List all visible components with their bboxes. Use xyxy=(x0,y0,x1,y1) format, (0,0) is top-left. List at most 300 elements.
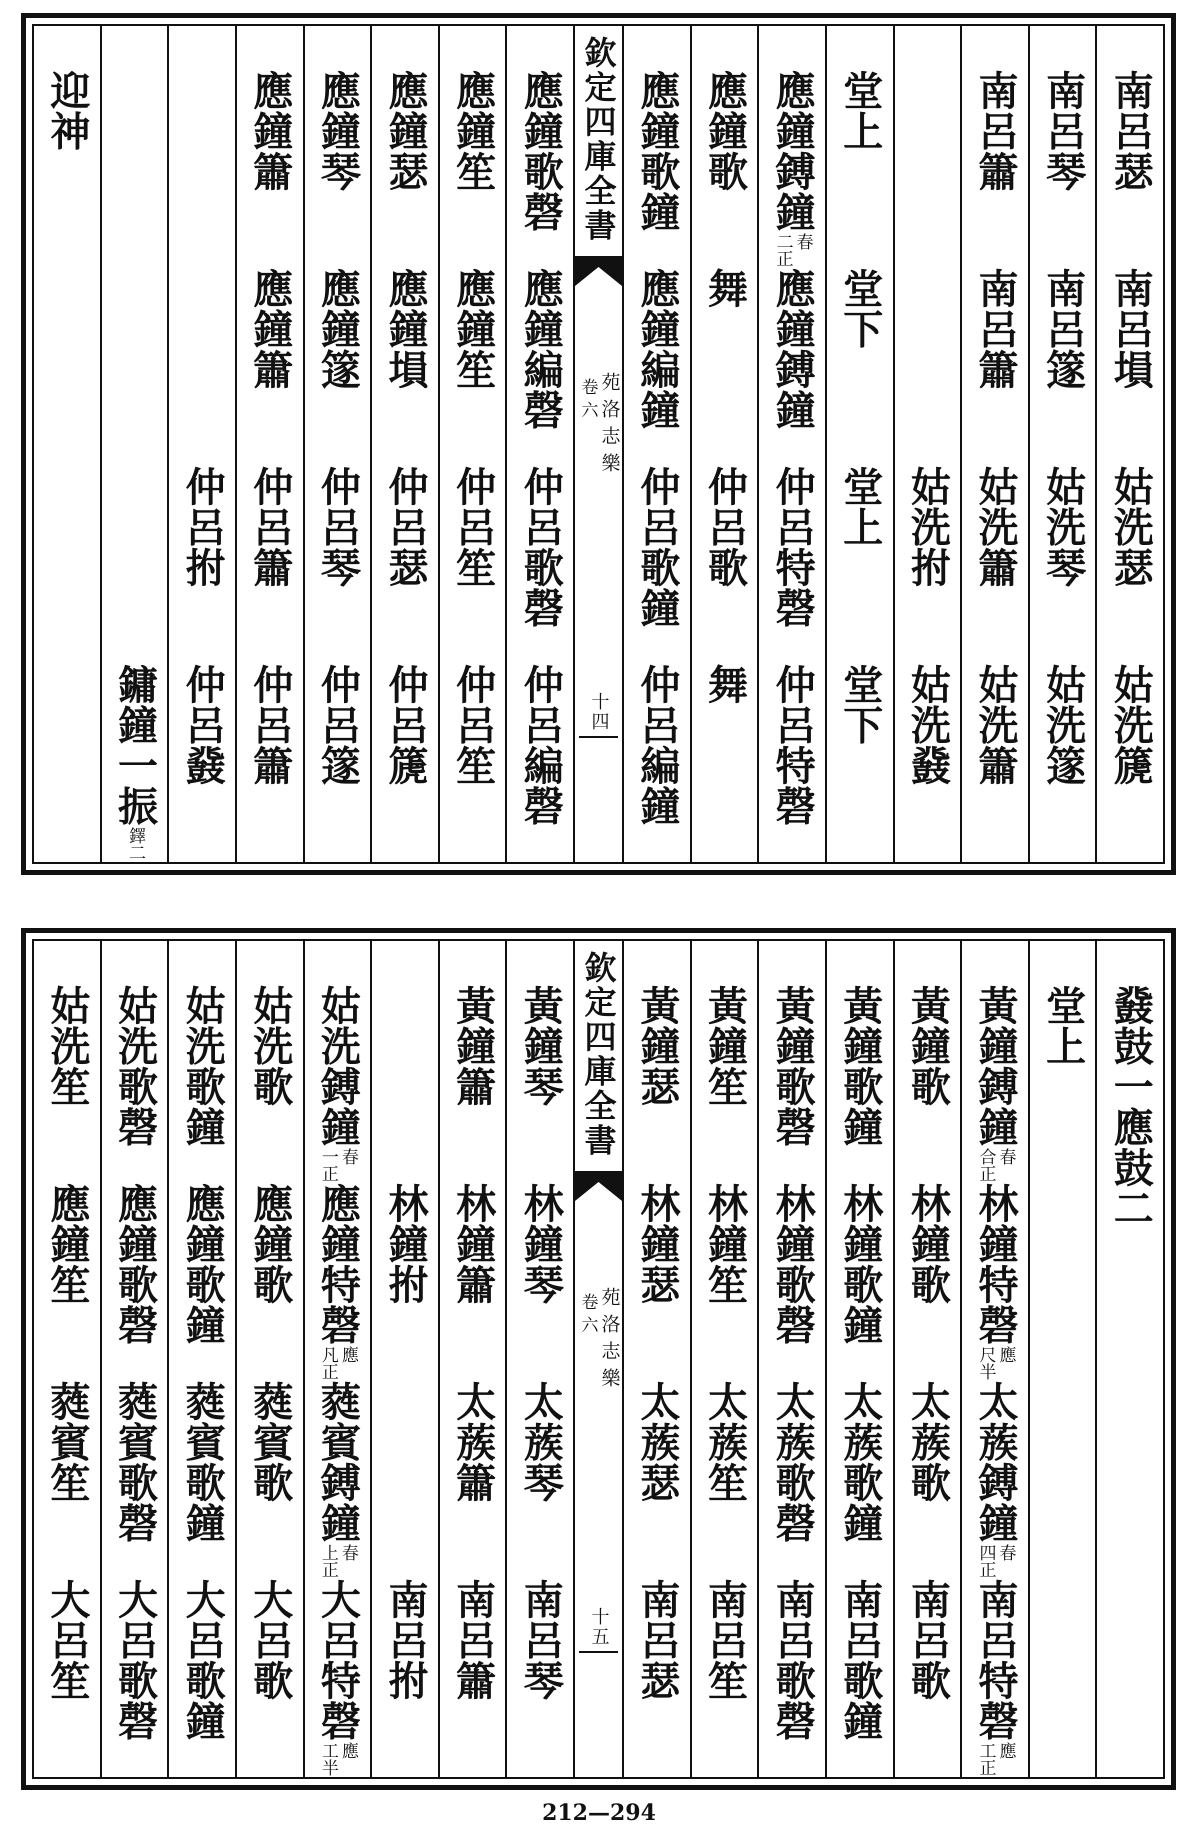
entry-cell xyxy=(314,664,362,862)
entry-text: 大呂笙 xyxy=(43,1579,91,1701)
entry-text: 應鐘鎛鐘 xyxy=(769,70,817,232)
entry-text: 黃鐘歌 xyxy=(904,985,952,1107)
entry-cell xyxy=(971,1183,1019,1381)
entry-text: 大呂歌鐘 xyxy=(179,1579,227,1741)
fold-title: 欽定四庫全書 xyxy=(579,36,618,243)
page-reference: 212—294 xyxy=(542,1800,656,1826)
entry-cell xyxy=(246,1183,294,1381)
text-column xyxy=(505,941,573,1777)
entry-text: 堂下 xyxy=(836,664,884,745)
annotation-text: 應 xyxy=(995,1742,1016,1759)
entry-cell xyxy=(314,466,362,664)
entry-text: 仲呂鼗 xyxy=(179,664,227,786)
entry-text: 林鐘簫 xyxy=(449,1183,497,1305)
entry-text: 仲呂簫 xyxy=(246,466,294,588)
text-column xyxy=(1028,26,1096,862)
entry-text: 應鐘塤 xyxy=(381,268,429,390)
entry-cell xyxy=(701,1381,749,1579)
entry-text: 南呂簫 xyxy=(971,70,1019,192)
entry-cell xyxy=(111,1381,159,1579)
text-column xyxy=(1095,941,1163,1777)
entry-cell xyxy=(246,664,294,862)
entry-cell xyxy=(449,1183,497,1381)
annotation-text: 凡正 xyxy=(317,1346,338,1380)
entry-text: 應鐘歌磬 xyxy=(517,70,565,232)
text-column xyxy=(757,941,825,1777)
annotation-text: 春 xyxy=(337,1544,358,1561)
annotation xyxy=(126,827,143,861)
entry-text: 姑洗笙 xyxy=(43,985,91,1107)
entry-cell xyxy=(179,466,227,664)
entry-text: 應鐘簫 xyxy=(246,268,294,390)
entry-cell xyxy=(449,466,497,664)
entry-cell xyxy=(836,1381,884,1579)
text-column xyxy=(100,26,168,862)
entry-cell xyxy=(1039,268,1087,466)
fold-rule xyxy=(579,736,618,738)
text-column xyxy=(34,26,100,862)
entry-cell xyxy=(769,70,817,268)
entry-text: 蕤賓歌鐘 xyxy=(179,1381,227,1543)
entry-text: 黃鐘歌鐘 xyxy=(836,985,884,1147)
text-column xyxy=(960,941,1028,1777)
page-inner-frame xyxy=(32,939,1165,1779)
entry-cell xyxy=(449,70,497,268)
entry-text: 黃鐘鎛鐘 xyxy=(971,985,1019,1147)
entry-cell xyxy=(449,985,497,1183)
fold-rule xyxy=(579,1651,618,1653)
entry-cell xyxy=(1107,985,1155,1228)
annotation-text: 二正 xyxy=(772,233,793,267)
entry-text: 姑洗瑟 xyxy=(1107,466,1155,588)
entry-text: 林鐘瑟 xyxy=(633,1183,681,1305)
entry-cell xyxy=(633,70,681,268)
fishtail-shape xyxy=(575,256,622,286)
entry-cell xyxy=(314,1183,362,1381)
entry-cell xyxy=(111,1579,159,1777)
annotation xyxy=(319,1544,356,1578)
entry-cell xyxy=(769,466,817,664)
text-column xyxy=(505,26,573,862)
text-column xyxy=(622,26,690,862)
text-column xyxy=(622,941,690,1777)
entry-cell xyxy=(1039,466,1087,664)
entry-text: 太蔟瑟 xyxy=(633,1381,681,1503)
annotation-text: 應 xyxy=(337,1346,358,1363)
entry-text: 南呂簫 xyxy=(971,268,1019,390)
entry-cell xyxy=(179,1579,227,1777)
entry-cell xyxy=(1039,664,1087,862)
entry-text: 舞 xyxy=(701,268,749,309)
entry-text: 南呂特磬 xyxy=(971,1579,1019,1741)
entry-text: 應鐘琴 xyxy=(314,70,362,192)
entry-cell xyxy=(904,1183,952,1381)
text-column xyxy=(34,941,100,1777)
annotation xyxy=(975,1148,1016,1182)
entry-cell xyxy=(517,1579,565,1777)
entry-cell xyxy=(179,1381,227,1579)
entry-cell xyxy=(701,1183,749,1381)
entry-cell xyxy=(971,664,1019,862)
entry-text: 應鐘編磬 xyxy=(517,268,565,430)
entry-text: 應鐘歌磬 xyxy=(111,1183,159,1345)
text-column xyxy=(303,26,371,862)
fold-title: 欽定四庫全書 xyxy=(579,951,618,1158)
entry-cell xyxy=(449,664,497,862)
entry-cell xyxy=(836,70,884,268)
text-column xyxy=(690,26,758,862)
entry-cell xyxy=(381,1183,429,1381)
annotation xyxy=(774,233,811,267)
entry-text: 應鐘笙 xyxy=(449,70,497,192)
entry-cell xyxy=(246,268,294,466)
entry-text: 仲呂編磬 xyxy=(517,664,565,826)
entry-text: 仲呂特磬 xyxy=(769,664,817,826)
text-column xyxy=(370,26,438,862)
entry-text: 姑洗鼗 xyxy=(904,664,952,786)
entry-cell xyxy=(246,70,294,268)
annotation-text: 春 xyxy=(792,233,813,250)
entry-text: 太蔟鎛鐘 xyxy=(971,1381,1019,1543)
annotation-text: 鐸二 xyxy=(124,827,145,861)
entry-text: 仲呂特磬 xyxy=(769,466,817,628)
entry-text: 仲呂歌 xyxy=(701,466,749,588)
text-column xyxy=(235,941,303,1777)
entry-text: 南呂琴 xyxy=(1039,70,1087,192)
entry-text: 堂上 xyxy=(836,466,884,547)
entry-cell xyxy=(971,70,1019,268)
entry-cell xyxy=(769,268,817,466)
entry-cell xyxy=(904,1579,952,1777)
entry-text: 應鐘歌鐘 xyxy=(179,1183,227,1345)
entry-text: 仲呂編鐘 xyxy=(633,664,681,826)
annotation-text: 春 xyxy=(995,1544,1016,1561)
entry-cell xyxy=(1107,70,1155,268)
entry-text: 南呂笙 xyxy=(701,1579,749,1701)
entry-cell xyxy=(836,268,884,466)
book-page-top xyxy=(21,13,1176,875)
fold-subtitle xyxy=(575,372,622,480)
fold-page-number-block xyxy=(575,1607,622,1647)
entry-cell xyxy=(246,985,294,1183)
fishtail-mark xyxy=(575,256,622,288)
entry-text: 林鐘拊 xyxy=(381,1183,429,1305)
text-column xyxy=(825,26,893,862)
entry-text: 應鐘鎛鐘 xyxy=(769,268,817,430)
text-column xyxy=(167,26,235,862)
fold-page-number: 十五 xyxy=(588,1607,610,1647)
entry-cell xyxy=(381,1579,429,1777)
entry-cell xyxy=(43,985,91,1183)
entry-cell xyxy=(517,985,565,1183)
entry-text: 南呂塤 xyxy=(1107,268,1155,390)
annotation-text: 上正 xyxy=(317,1544,338,1578)
annotation-text: 一正 xyxy=(317,1148,338,1182)
entry-cell xyxy=(517,1183,565,1381)
entry-cell xyxy=(769,1579,817,1777)
entry-text: 仲呂歌鐘 xyxy=(633,466,681,628)
entry-text: 太蔟簫 xyxy=(449,1381,497,1503)
annotation xyxy=(975,1544,1016,1578)
entry-cell xyxy=(246,1381,294,1579)
entry-text: 林鐘歌 xyxy=(904,1183,952,1305)
entry-text: 黃鐘瑟 xyxy=(633,985,681,1107)
fold-volume-number: 卷六 xyxy=(577,378,598,424)
entry-text: 南呂簫 xyxy=(449,1579,497,1701)
entry-text: 黃鐘笙 xyxy=(701,985,749,1107)
annotation xyxy=(975,1346,1016,1380)
entry-text: 姑洗鎛鐘 xyxy=(314,985,362,1147)
annotation-text: 工半 xyxy=(317,1742,338,1776)
entry-text: 太蔟歌 xyxy=(904,1381,952,1503)
entry-cell xyxy=(1107,664,1155,862)
entry-text: 蕤賓歌磬 xyxy=(111,1381,159,1543)
entry-text: 南呂瑟 xyxy=(1107,70,1155,192)
entry-text: 黃鐘歌磬 xyxy=(769,985,817,1147)
entry-cell xyxy=(836,664,884,862)
entry-cell xyxy=(246,1579,294,1777)
entry-cell xyxy=(381,268,429,466)
entry-text: 鏞鐘一振 xyxy=(111,664,159,826)
entry-text: 黃鐘琴 xyxy=(517,985,565,1107)
entry-text: 姑洗歌 xyxy=(246,985,294,1107)
text-column xyxy=(167,941,235,1777)
entry-text: 大呂歌 xyxy=(246,1579,294,1701)
entry-cell xyxy=(836,985,884,1183)
center-fold xyxy=(573,941,622,1777)
entry-text: 應鐘歌鐘 xyxy=(633,70,681,232)
entry-cell xyxy=(836,1183,884,1381)
entry-text: 姑洗琴 xyxy=(1039,466,1087,588)
entry-cell xyxy=(633,664,681,862)
fold-volume-title: 苑洛志樂 xyxy=(598,1287,621,1395)
entry-cell xyxy=(836,466,884,664)
entry-cell xyxy=(971,268,1019,466)
text-column-strip xyxy=(34,941,1163,1777)
fishtail-mark xyxy=(575,1171,622,1203)
entry-cell xyxy=(179,1183,227,1381)
entry-cell xyxy=(43,1381,91,1579)
entry-cell xyxy=(1107,268,1155,466)
entry-text: 南呂歌 xyxy=(904,1579,952,1701)
entry-text: 南呂篴 xyxy=(1039,268,1087,390)
annotation-text: 四正 xyxy=(975,1544,996,1578)
entry-cell xyxy=(517,70,565,268)
entry-cell xyxy=(517,664,565,862)
entry-text: 仲呂歌磬 xyxy=(517,466,565,628)
entry-cell xyxy=(971,466,1019,664)
entry-text: 堂下 xyxy=(836,268,884,349)
entry-cell xyxy=(633,268,681,466)
entry-text: 鼗鼓一應鼓二 xyxy=(1107,985,1155,1228)
entry-text: 堂上 xyxy=(1039,985,1087,1066)
fold-page-number: 十四 xyxy=(588,692,610,732)
entry-cell xyxy=(179,985,227,1183)
entry-text: 應鐘笙 xyxy=(449,268,497,390)
annotation-text: 應 xyxy=(337,1742,358,1759)
entry-text: 蕤賓笙 xyxy=(43,1381,91,1503)
entry-cell xyxy=(381,70,429,268)
entry-text: 應鐘簫 xyxy=(246,70,294,192)
entry-text: 南呂拊 xyxy=(381,1579,429,1701)
entry-text: 應鐘篴 xyxy=(314,268,362,390)
text-column xyxy=(438,941,506,1777)
page-inner-frame xyxy=(32,24,1165,864)
entry-cell xyxy=(904,985,952,1183)
annotation-text: 尺半 xyxy=(975,1346,996,1380)
entry-cell xyxy=(314,268,362,466)
entry-text: 蕤賓歌 xyxy=(246,1381,294,1503)
entry-text: 姑洗歌磬 xyxy=(111,985,159,1147)
text-column xyxy=(757,26,825,862)
entry-cell xyxy=(769,664,817,862)
entry-cell xyxy=(769,985,817,1183)
text-column xyxy=(690,941,758,1777)
entry-text: 姑洗篴 xyxy=(1039,664,1087,786)
entry-text: 仲呂瑟 xyxy=(381,466,429,588)
entry-cell xyxy=(971,1381,1019,1579)
entry-cell xyxy=(246,466,294,664)
entry-cell xyxy=(1039,985,1087,1183)
text-column-strip xyxy=(34,26,1163,862)
annotation xyxy=(319,1148,356,1182)
entry-text: 南呂歌鐘 xyxy=(836,1579,884,1741)
entry-cell xyxy=(769,1183,817,1381)
text-column xyxy=(960,26,1028,862)
text-column xyxy=(370,941,438,1777)
entry-text: 仲呂笙 xyxy=(449,466,497,588)
entry-text: 林鐘笙 xyxy=(701,1183,749,1305)
entry-cell xyxy=(633,1579,681,1777)
entry-cell xyxy=(449,268,497,466)
entry-text: 太蔟笙 xyxy=(701,1381,749,1503)
entry-cell xyxy=(111,985,159,1183)
entry-text: 仲呂簫 xyxy=(246,664,294,786)
fold-volume-number: 卷六 xyxy=(577,1293,598,1339)
annotation-text: 春 xyxy=(995,1148,1016,1165)
annotation-text: 春 xyxy=(337,1148,358,1165)
entry-cell xyxy=(701,466,749,664)
entry-cell xyxy=(904,1381,952,1579)
entry-text: 蕤賓鎛鐘 xyxy=(314,1381,362,1543)
entry-text: 仲呂琴 xyxy=(314,466,362,588)
entry-text: 應鐘編鐘 xyxy=(633,268,681,430)
entry-text: 南呂琴 xyxy=(517,1579,565,1701)
fold-title-block xyxy=(575,36,622,243)
annotation xyxy=(319,1742,356,1776)
entry-cell xyxy=(836,1579,884,1777)
annotation xyxy=(975,1742,1016,1776)
entry-cell xyxy=(701,1579,749,1777)
entry-cell xyxy=(769,1381,817,1579)
entry-text: 仲呂篴 xyxy=(314,664,362,786)
entry-cell xyxy=(633,466,681,664)
entry-cell xyxy=(971,1579,1019,1777)
entry-cell xyxy=(314,70,362,268)
entry-text: 姑洗簫 xyxy=(971,466,1019,588)
entry-text: 應鐘歌 xyxy=(246,1183,294,1305)
entry-cell xyxy=(971,985,1019,1183)
entry-cell xyxy=(701,268,749,466)
entry-cell xyxy=(314,1579,362,1777)
entry-cell xyxy=(314,1381,362,1579)
entry-cell xyxy=(904,466,952,664)
fishtail-shape xyxy=(575,1171,622,1201)
entry-cell xyxy=(633,985,681,1183)
entry-text: 堂上 xyxy=(836,70,884,151)
entry-cell xyxy=(449,1579,497,1777)
center-fold xyxy=(573,26,622,862)
entry-text: 大呂歌磬 xyxy=(111,1579,159,1741)
entry-text: 林鐘歌磬 xyxy=(769,1183,817,1345)
entry-cell xyxy=(701,985,749,1183)
text-column xyxy=(825,941,893,1777)
book-page-bottom xyxy=(21,928,1176,1790)
entry-text: 舞 xyxy=(701,664,749,705)
entry-text: 應鐘歌 xyxy=(701,70,749,192)
entry-text: 仲呂笙 xyxy=(449,664,497,786)
entry-cell xyxy=(633,1381,681,1579)
entry-cell xyxy=(517,1381,565,1579)
entry-text: 大呂特磬 xyxy=(314,1579,362,1741)
entry-cell xyxy=(517,268,565,466)
entry-text: 姑洗簫 xyxy=(971,664,1019,786)
fold-page-number-block xyxy=(575,692,622,732)
text-column xyxy=(893,26,961,862)
fold-volume-title: 苑洛志樂 xyxy=(598,372,621,480)
text-column xyxy=(1095,26,1163,862)
entry-cell xyxy=(43,1579,91,1777)
entry-cell xyxy=(1039,70,1087,268)
text-column xyxy=(303,941,371,1777)
entry-text: 太蔟歌磬 xyxy=(769,1381,817,1543)
text-column xyxy=(235,26,303,862)
entry-cell xyxy=(381,664,429,862)
annotation-text: 應 xyxy=(995,1346,1016,1363)
annotation-text: 工正 xyxy=(975,1742,996,1776)
entry-text: 黃鐘簫 xyxy=(449,985,497,1107)
entry-text: 南呂瑟 xyxy=(633,1579,681,1701)
entry-cell xyxy=(43,70,91,268)
entry-text: 太蔟琴 xyxy=(517,1381,565,1503)
entry-text: 仲呂拊 xyxy=(179,466,227,588)
annotation-text: 合正 xyxy=(975,1148,996,1182)
entry-text: 仲呂篪 xyxy=(381,664,429,786)
text-column xyxy=(100,941,168,1777)
fold-subtitle xyxy=(575,1287,622,1395)
entry-text: 林鐘歌鐘 xyxy=(836,1183,884,1345)
entry-cell xyxy=(701,70,749,268)
entry-cell xyxy=(1107,466,1155,664)
entry-cell xyxy=(701,664,749,862)
annotation xyxy=(319,1346,356,1380)
entry-text: 姑洗拊 xyxy=(904,466,952,588)
entry-text: 林鐘琴 xyxy=(517,1183,565,1305)
entry-text: 姑洗歌鐘 xyxy=(179,985,227,1147)
entry-cell xyxy=(111,664,159,862)
entry-cell xyxy=(43,1183,91,1381)
entry-text: 應鐘瑟 xyxy=(381,70,429,192)
entry-text: 應鐘笙 xyxy=(43,1183,91,1305)
entry-cell xyxy=(517,466,565,664)
entry-cell xyxy=(904,664,952,862)
entry-cell xyxy=(381,466,429,664)
entry-cell xyxy=(449,1381,497,1579)
entry-text: 姑洗篪 xyxy=(1107,664,1155,786)
entry-cell xyxy=(314,985,362,1183)
fold-title-block xyxy=(575,951,622,1158)
entry-text: 林鐘特磬 xyxy=(971,1183,1019,1345)
